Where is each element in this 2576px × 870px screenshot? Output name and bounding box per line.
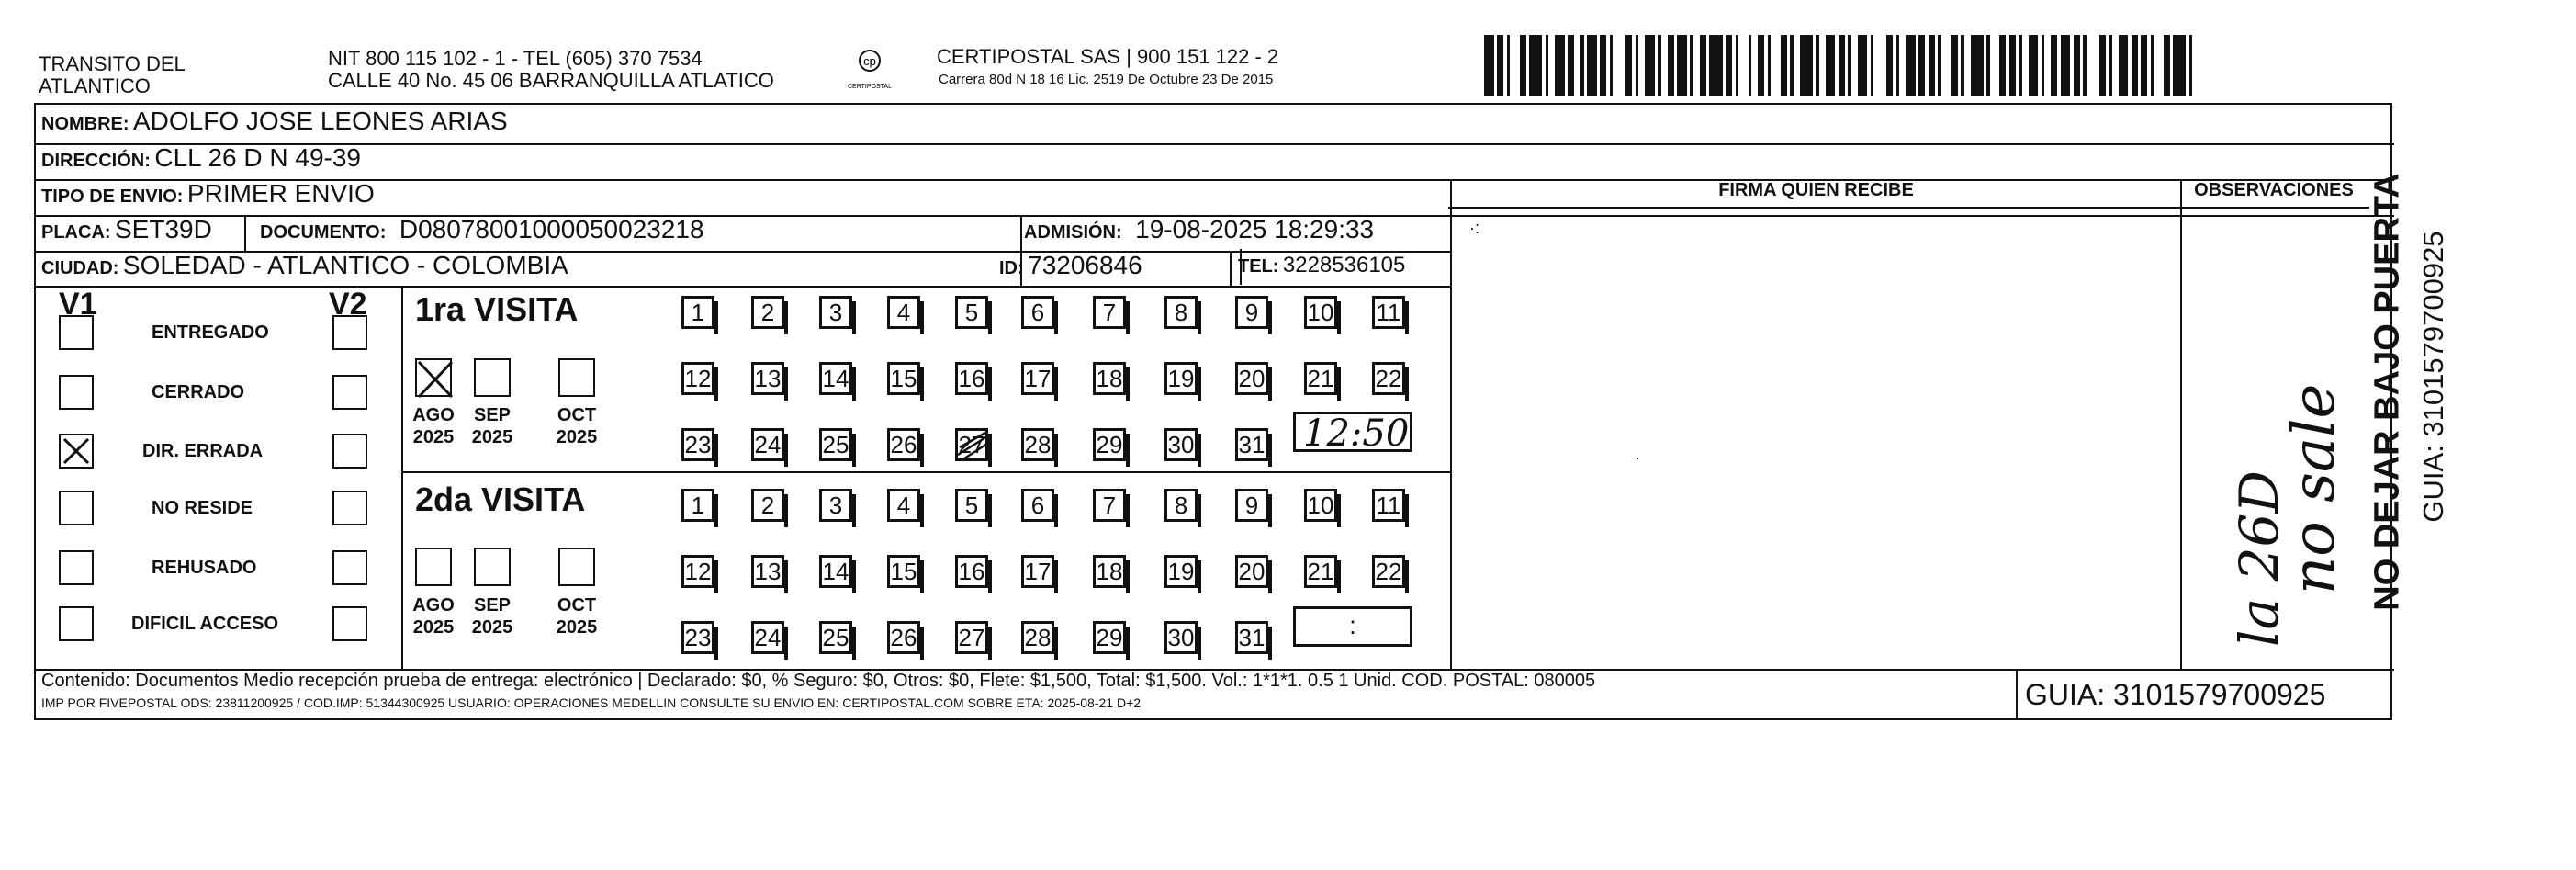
direccion-label: DIRECCIÓN:	[41, 151, 151, 171]
barcode-bar	[2141, 35, 2147, 96]
month-year-label	[465, 594, 520, 638]
barcode-bar	[1668, 35, 1674, 96]
day-box[interactable]: 7	[1093, 489, 1126, 522]
day-box[interactable]: 23	[681, 428, 714, 461]
month-checkbox[interactable]	[558, 548, 595, 586]
year-label: 2025	[412, 617, 455, 638]
day-box[interactable]: 17	[1021, 362, 1054, 395]
month-label: AGO	[412, 595, 455, 616]
day-box[interactable]: 18	[1093, 362, 1126, 395]
direccion-value: CLL 26 D N 49-39	[154, 143, 361, 172]
barcode-bar	[2051, 35, 2057, 96]
side-warning: NO DEJAR BAJO PUERTA	[2368, 173, 2407, 611]
day-box[interactable]: 1	[681, 489, 714, 522]
sender-name	[39, 53, 186, 97]
day-box[interactable]: 25	[819, 428, 852, 461]
day-box[interactable]: 4	[887, 489, 920, 522]
barcode-bar	[2074, 35, 2080, 96]
sender-address: CALLE 40 No. 45 06 BARRANQUILLA ATLATICO	[328, 69, 774, 92]
day-box[interactable]: 28	[1021, 621, 1054, 654]
day-box[interactable]: 6	[1021, 489, 1054, 522]
year-label: 2025	[471, 427, 513, 447]
v2-checkbox[interactable]	[332, 606, 367, 641]
barcode-bar	[2132, 35, 2138, 96]
month-year-label	[406, 594, 461, 638]
v2-checkbox[interactable]	[332, 434, 367, 469]
admision-value: 19-08-2025 18:29:33	[1135, 215, 1375, 243]
day-box[interactable]: 20	[1235, 555, 1268, 588]
month-label: OCT	[557, 405, 597, 425]
barcode-bar	[1574, 35, 1580, 96]
documento-value: D08078001000050023218	[399, 215, 704, 243]
barcode-bar	[1999, 35, 2006, 96]
barcode-bar	[1886, 35, 1893, 96]
observaciones-line1: la 26D	[2228, 470, 2290, 647]
barcode-bar	[1794, 35, 1800, 96]
barcode-bar	[1918, 35, 1925, 96]
day-box[interactable]: 5	[955, 489, 988, 522]
barcode-bar	[1738, 35, 1749, 96]
barcode	[1484, 35, 2200, 96]
v1-checkbox[interactable]	[59, 491, 94, 525]
barcode-bar	[1726, 35, 1732, 96]
id-label: ID:	[999, 258, 1024, 278]
footer-imp: IMP POR FIVEPOSTAL ODS: 23811200925 / COD.IMP: 51344300925 USUARIO: OPERACIONES MEDELLIN CONSULTE SU ENVIO EN: CERTIPOSTAL.COM SOBRE ETA: 2025-08-21 D+2	[41, 695, 1142, 710]
ciudad-label: CIUDAD:	[41, 258, 119, 278]
day-box[interactable]: 8	[1164, 489, 1198, 522]
day-box[interactable]: 16	[955, 362, 988, 395]
sender-line1: TRANSITO DEL	[39, 52, 186, 75]
day-box[interactable]: 12	[681, 362, 714, 395]
v1-checkbox[interactable]	[59, 434, 94, 469]
day-box[interactable]: 19	[1164, 362, 1198, 395]
day-box[interactable]: 8	[1164, 296, 1198, 329]
day-box[interactable]: 7	[1093, 296, 1126, 329]
certipostal-logo	[843, 48, 896, 94]
day-box[interactable]: 3	[819, 296, 852, 329]
barcode-bar	[1555, 35, 1565, 96]
second-time-box[interactable]	[1293, 606, 1412, 647]
tel-label: TEL:	[1238, 256, 1279, 277]
placa-value: SET39D	[115, 215, 212, 243]
admision-box	[1240, 249, 1448, 285]
day-box[interactable]: 14	[819, 555, 852, 588]
v1-checkbox[interactable]	[59, 315, 94, 350]
day-box[interactable]: 22	[1372, 555, 1405, 588]
sender-nit: NIT 800 115 102 - 1 - TEL (605) 370 7534	[328, 47, 703, 70]
v1-checkbox[interactable]	[59, 606, 94, 641]
day-box[interactable]: 29	[1093, 621, 1126, 654]
barcode-bar	[1751, 35, 1758, 96]
barcode-bar	[1971, 35, 1984, 96]
v2-label: V2	[329, 287, 367, 322]
barcode-bar	[1497, 35, 1503, 96]
barcode-bar	[1700, 35, 1706, 96]
status-label: CERRADO	[152, 382, 245, 402]
placa-label: PLACA:	[41, 222, 111, 243]
day-box[interactable]: 20	[1235, 362, 1268, 395]
nombre-label: NOMBRE:	[41, 114, 129, 134]
company-address: Carrera 80d N 18 16 Lic. 2519 De Octubre 23 De 2015	[939, 72, 1274, 87]
v2-checkbox[interactable]	[332, 550, 367, 585]
month-checkbox[interactable]	[474, 358, 511, 397]
day-box[interactable]: 21	[1304, 362, 1337, 395]
sender-line2: ATLANTICO	[39, 74, 151, 97]
year-label: 2025	[412, 427, 455, 447]
barcode-bar	[1941, 35, 1952, 96]
day-box[interactable]: 17	[1021, 555, 1054, 588]
month-year-label	[406, 404, 461, 448]
day-box[interactable]: 2	[751, 489, 784, 522]
nombre-row	[41, 107, 508, 136]
barcode-bar	[1951, 35, 1957, 96]
barcode-bar	[1709, 35, 1722, 96]
day-box[interactable]: 2	[751, 296, 784, 329]
barcode-bar	[2022, 35, 2029, 96]
barcode-bar	[1625, 35, 1632, 96]
status-label: ENTREGADO	[152, 322, 269, 343]
observaciones-header-box	[2178, 177, 2369, 209]
barcode-bar	[1484, 35, 1494, 96]
tipo-value: PRIMER ENVIO	[186, 179, 375, 208]
signature-mark: ·:	[1469, 219, 1479, 237]
day-box[interactable]: 4	[887, 296, 920, 329]
barcode-bar	[2087, 35, 2099, 96]
year-label: 2025	[471, 617, 513, 638]
barcode-bar	[1964, 35, 1971, 96]
day-box[interactable]: 9	[1235, 296, 1268, 329]
barcode-bar	[2173, 35, 2186, 96]
barcode-bar	[2061, 35, 2071, 96]
day-box[interactable]: 31	[1235, 428, 1268, 461]
barcode-bar	[1600, 35, 1606, 96]
barcode-bar	[1800, 35, 1813, 96]
v2-checkbox[interactable]	[332, 491, 367, 525]
observaciones-header: OBSERVACIONES	[2194, 180, 2354, 200]
first-time-box[interactable]	[1293, 412, 1412, 455]
year-label: 2025	[556, 427, 598, 447]
first-visit-title: 1ra VISITA	[415, 290, 579, 328]
day-box[interactable]: 27	[955, 428, 988, 461]
month-label: SEP	[473, 405, 512, 425]
day-box[interactable]: 13	[751, 362, 784, 395]
barcode-bar	[1851, 35, 1858, 96]
day-box[interactable]: 11	[1372, 296, 1405, 329]
status-label: REHUSADO	[152, 558, 257, 578]
admision-row	[1024, 215, 1374, 244]
id-value: 73206846	[1028, 251, 1142, 279]
day-box[interactable]: 22	[1372, 362, 1405, 395]
day-box[interactable]: 19	[1164, 555, 1198, 588]
day-box[interactable]: 16	[955, 555, 988, 588]
barcode-bar	[1693, 35, 1700, 96]
barcode-bar	[1990, 35, 2000, 96]
day-box[interactable]: 13	[751, 555, 784, 588]
day-box[interactable]: 10	[1304, 489, 1337, 522]
svg-text:cp: cp	[863, 54, 876, 68]
barcode-bar	[2099, 35, 2106, 96]
day-box[interactable]: 11	[1372, 489, 1405, 522]
logo-text: CERTIPOSTAL	[848, 84, 892, 90]
day-box[interactable]: 28	[1021, 428, 1054, 461]
barcode-bar	[2119, 35, 2129, 96]
day-box[interactable]: 5	[955, 296, 988, 329]
barcode-bar	[2009, 35, 2016, 96]
day-box[interactable]: 6	[1021, 296, 1054, 329]
tipo-label: TIPO DE ENVIO:	[41, 186, 184, 207]
footer-guia: GUIA: 3101579700925	[2025, 678, 2326, 711]
id-row	[999, 251, 1142, 280]
barcode-bar	[1906, 35, 1916, 96]
day-box[interactable]: 26	[887, 428, 920, 461]
v1-label: V1	[59, 287, 97, 322]
barcode-bar	[1826, 35, 1836, 96]
direccion-row	[41, 143, 361, 173]
month-year-label	[549, 594, 604, 638]
side-guia: GUIA: 3101579700925	[2417, 231, 2449, 523]
day-box[interactable]: 23	[681, 621, 714, 654]
day-box[interactable]: 3	[819, 489, 852, 522]
barcode-bar	[2154, 35, 2164, 96]
v2-checkbox[interactable]	[332, 375, 367, 410]
day-box[interactable]: 26	[887, 621, 920, 654]
day-box[interactable]: 9	[1235, 489, 1268, 522]
barcode-bar	[2192, 35, 2199, 96]
barcode-bar	[1839, 35, 1845, 96]
barcode-bar	[1529, 35, 1542, 96]
day-box[interactable]: 15	[887, 362, 920, 395]
firma-header-box	[1448, 177, 2178, 209]
month-checkbox[interactable]	[558, 358, 595, 397]
day-box[interactable]: 14	[819, 362, 852, 395]
barcode-bar	[1520, 35, 1526, 96]
company-name: CERTIPOSTAL SAS | 900 151 122 - 2	[937, 45, 1279, 68]
barcode-bar	[1568, 35, 1574, 96]
barcode-bar	[1645, 35, 1655, 96]
tel-value: 3228536105	[1282, 253, 1406, 277]
barcode-bar	[1548, 35, 1555, 96]
barcode-bar	[1677, 35, 1687, 96]
barcode-bar	[2029, 35, 2039, 96]
day-box[interactable]: 31	[1235, 621, 1268, 654]
month-year-label	[549, 404, 604, 448]
status-label: DIFICIL ACCESO	[131, 614, 279, 634]
day-box[interactable]: 29	[1093, 428, 1126, 461]
observaciones-handwriting	[2222, 312, 2348, 661]
day-box[interactable]: 15	[887, 555, 920, 588]
ciudad-row	[41, 251, 568, 280]
day-box[interactable]: 12	[681, 555, 714, 588]
firma-header: FIRMA QUIEN RECIBE	[1718, 180, 1914, 200]
v2-checkbox[interactable]	[332, 315, 367, 350]
day-box[interactable]: 1	[681, 296, 714, 329]
first-time-value: 12:50	[1303, 412, 1410, 455]
barcode-bar	[1510, 35, 1520, 96]
observaciones-line2: no sale	[2280, 383, 2348, 594]
ciudad-value: SOLEDAD - ATLANTICO - COLOMBIA	[122, 251, 568, 279]
barcode-bar	[1899, 35, 1906, 96]
day-box[interactable]: 30	[1164, 621, 1198, 654]
barcode-bar	[1661, 35, 1668, 96]
tipo-row	[41, 179, 375, 209]
signature-dot: ·	[1635, 448, 1640, 467]
barcode-bar	[2164, 35, 2170, 96]
day-box[interactable]: 25	[819, 621, 852, 654]
day-box[interactable]: 21	[1304, 555, 1337, 588]
footer-contenido: Contenido: Documentos Medio recepción prueba de entrega: electrónico | Declarado: $0, % Seguro: $0, Otros: $0, Flete: $1,500, Total: $1,500. Vol.: 1*1*1. 0.5 1 Unid. COD. POSTAL: 080005	[41, 671, 1596, 691]
barcode-bar	[1587, 35, 1597, 96]
barcode-bar	[1638, 35, 1645, 96]
month-checkbox[interactable]	[415, 358, 452, 397]
month-label: SEP	[473, 595, 512, 616]
month-label: AGO	[412, 405, 455, 425]
month-year-label	[465, 404, 520, 448]
barcode-bar	[1929, 35, 1935, 96]
barcode-bar	[1613, 35, 1625, 96]
documento-label: DOCUMENTO:	[260, 222, 387, 243]
barcode-bar	[1781, 35, 1787, 96]
day-box[interactable]: 24	[751, 428, 784, 461]
status-label: NO RESIDE	[152, 498, 253, 518]
barcode-bar	[1819, 35, 1826, 96]
barcode-bar	[1873, 35, 1886, 96]
barcode-bar	[2044, 35, 2051, 96]
barcode-bar	[1858, 35, 1868, 96]
month-checkbox[interactable]	[474, 548, 511, 586]
second-visit-title: 2da VISITA	[415, 480, 586, 518]
barcode-bar	[1758, 35, 1764, 96]
documento-row	[260, 215, 704, 244]
month-label: OCT	[557, 595, 597, 616]
day-box[interactable]: 18	[1093, 555, 1126, 588]
nombre-value: ADOLFO JOSE LEONES ARIAS	[133, 107, 508, 135]
day-box[interactable]: 10	[1304, 296, 1337, 329]
barcode-bar	[2112, 35, 2119, 96]
v1-checkbox[interactable]	[59, 550, 94, 585]
second-time-value: :	[1349, 611, 1356, 639]
status-label: DIR. ERRADA	[142, 441, 264, 461]
admision-label: ADMISIÓN:	[1024, 222, 1122, 243]
day-box[interactable]: 30	[1164, 428, 1198, 461]
month-checkbox[interactable]	[415, 548, 452, 586]
day-box[interactable]: 24	[751, 621, 784, 654]
year-label: 2025	[556, 617, 598, 638]
day-box[interactable]: 27	[955, 621, 988, 654]
placa-row	[41, 215, 212, 244]
barcode-bar	[1771, 35, 1781, 96]
v1-checkbox[interactable]	[59, 375, 94, 410]
